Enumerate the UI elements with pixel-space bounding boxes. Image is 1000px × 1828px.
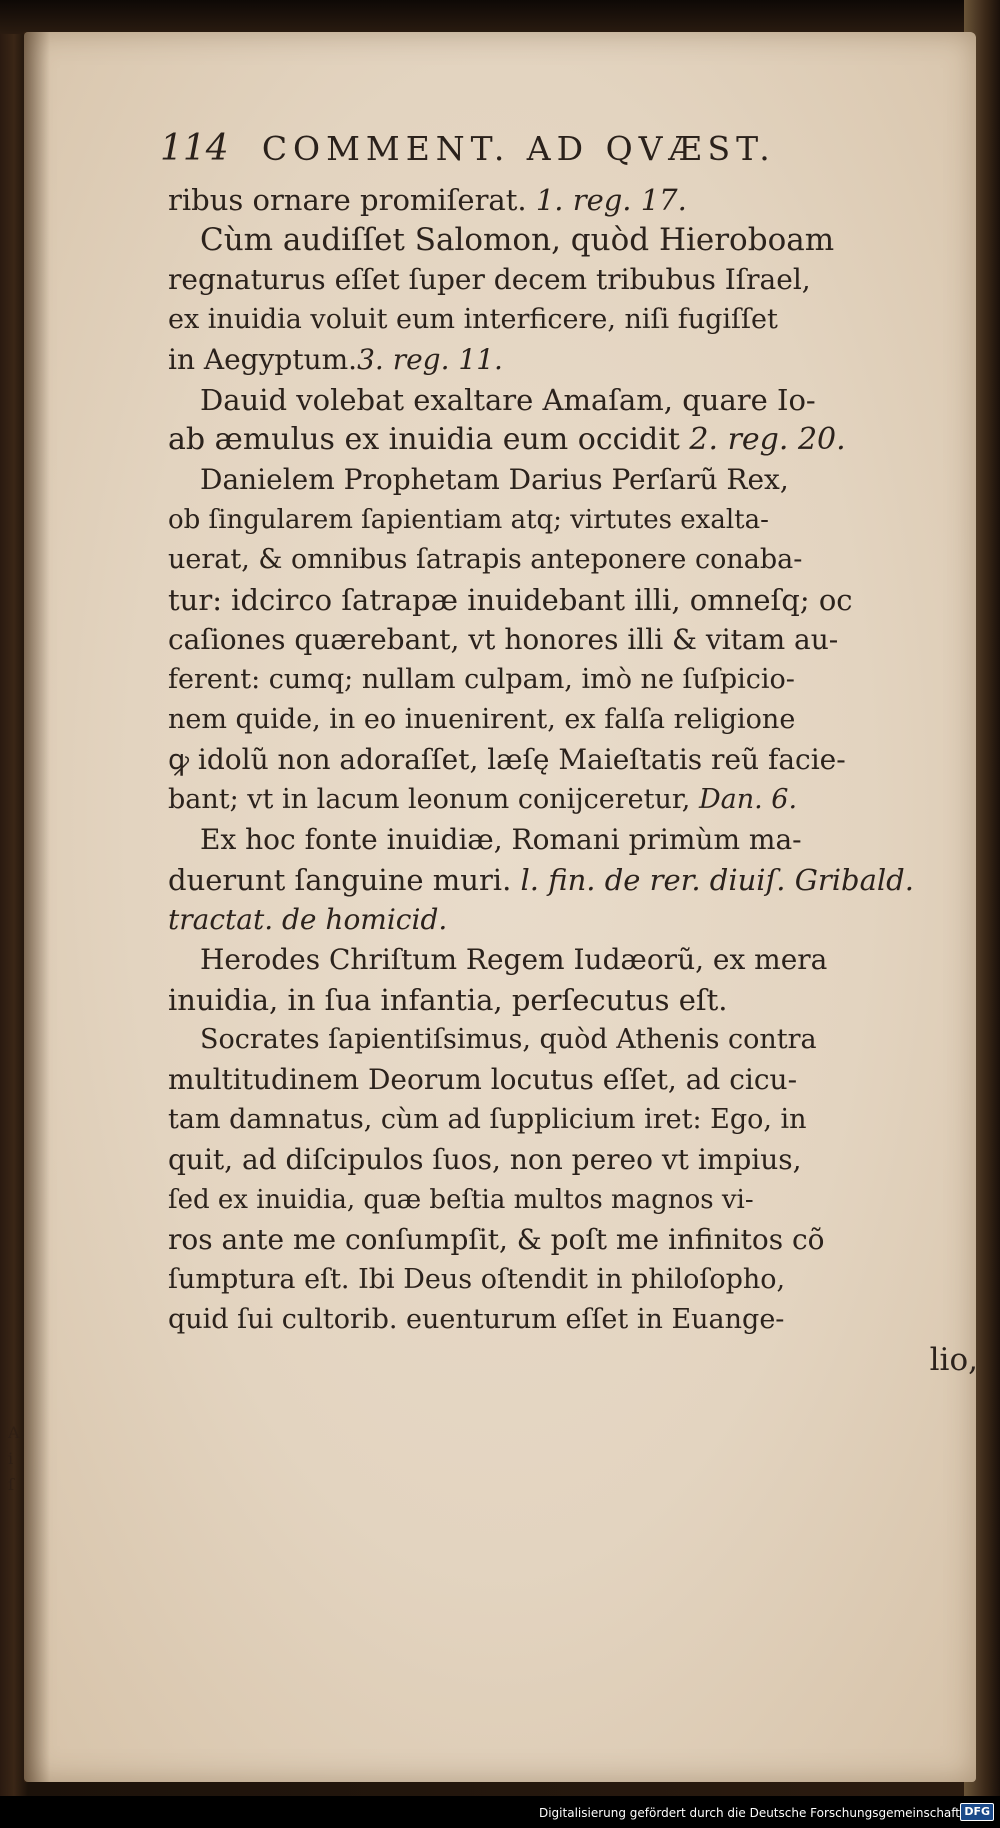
citation: Dan. 6.: [698, 784, 798, 815]
text-line: quid ſui cultorib. euenturum eſſet in Euange-: [168, 1304, 785, 1335]
text-line: Dauid volebat exaltare Amaſam, quare Io-: [200, 383, 816, 417]
text-line: uerat, & omnibus ſatrapis anteponere conaba-: [168, 544, 803, 575]
catchword: lio,: [929, 1342, 978, 1378]
text-line: ros ante me conſumpſit, & poſt me infinitos cõ: [168, 1223, 825, 1256]
text-line: duerunt ſanguine muri. l. fin. de rer. diuiſ. Gribald.: [168, 863, 914, 897]
citation: tractat. de homicid.: [168, 903, 448, 936]
text-line: ſumptura eſt. Ibi Deus oſtendit in philoſopho,: [168, 1264, 786, 1295]
text-line: [168, 900, 978, 940]
text-line: Herodes Chriſtum Regem Iudæorũ, ex mera: [200, 943, 828, 976]
text-line: Danielem Prophetam Darius Perſarũ Rex,: [200, 463, 789, 496]
text-line: caſiones quærebant, vt honores illi & vitam au-: [168, 623, 839, 656]
running-head: COMMENT. AD QVÆST.: [261, 129, 776, 168]
bleed-letter: ſ: [8, 1475, 14, 1494]
text-line: ꝙ idolũ non adoraſſet, læſę Maieſtatis reũ facie-: [168, 743, 846, 776]
text-line: Cùm audiſſet Salomon, quòd Hieroboam: [200, 222, 835, 258]
scan-top-edge: [0, 0, 1000, 34]
page-header: [160, 128, 776, 172]
text-line: Socrates ſapientiſsimus, quòd Athenis contra: [200, 1024, 817, 1055]
text-line: inuidia, in ſua infantia, perſecutus eſt.: [168, 983, 728, 1017]
folio-number: 114: [160, 128, 229, 169]
citation: 1. reg. 17.: [535, 183, 687, 217]
text-line: nem quide, in eo inuenirent, ex falſa religione: [168, 704, 796, 735]
citation: 2. reg. 20.: [689, 422, 846, 457]
text-line: Ex hoc fonte inuidiæ, Romani primùm ma-: [200, 823, 802, 856]
gutter-shadow: [24, 32, 50, 1782]
text-line: tam damnatus, cùm ad ſupplicium iret: Ego, in: [168, 1104, 807, 1135]
citation: 3. reg. 11.: [357, 343, 503, 376]
text-line: ribus ornare promiſerat. 1. reg. 17.: [168, 183, 687, 217]
digitization-footer: [0, 1796, 1000, 1828]
text-line: tur: idcirco ſatrapæ inuidebant illi, omneſq; oc: [168, 583, 853, 617]
funding-notice: Digitalisierung gefördert durch die Deutsche Forschungsgemeinschaft: [538, 1806, 960, 1820]
margin-bleed-through: [8, 1420, 22, 1498]
bleed-letter: i: [8, 1449, 14, 1468]
text-line: ſed ex inuidia, quæ beſtia multos magnos vi-: [168, 1185, 754, 1215]
body-text: [168, 180, 978, 1380]
text-line: bant; vt in lacum leonum conijceretur, Dan. 6.: [168, 784, 798, 815]
text-line: quit, ad diſcipulos ſuos, non pereo vt impius,: [168, 1143, 802, 1176]
text-line: ab æmulus ex inuidia eum occidit 2. reg. 20.: [168, 422, 846, 457]
text-line: ferent: cumq; nullam culpam, imò ne ſuſpicio-: [168, 664, 795, 695]
text-line: regnaturus eſſet ſuper decem tribubus Iſrael,: [168, 263, 811, 296]
dfg-logo: DFG: [960, 1803, 994, 1821]
citation: l. fin. de rer. diuiſ. Gribald.: [520, 863, 914, 897]
text-line: multitudinem Deorum locutus eſſet, ad cicu-: [168, 1063, 798, 1096]
text-line: ex inuidia voluit eum interficere, niſi fugiſſet: [168, 304, 778, 335]
text-line: ob ſingularem ſapientiam atq; virtutes exalta-: [168, 505, 769, 535]
bleed-letter: A: [8, 1423, 20, 1442]
text-line: in Aegyptum.3. reg. 11.: [168, 343, 503, 376]
